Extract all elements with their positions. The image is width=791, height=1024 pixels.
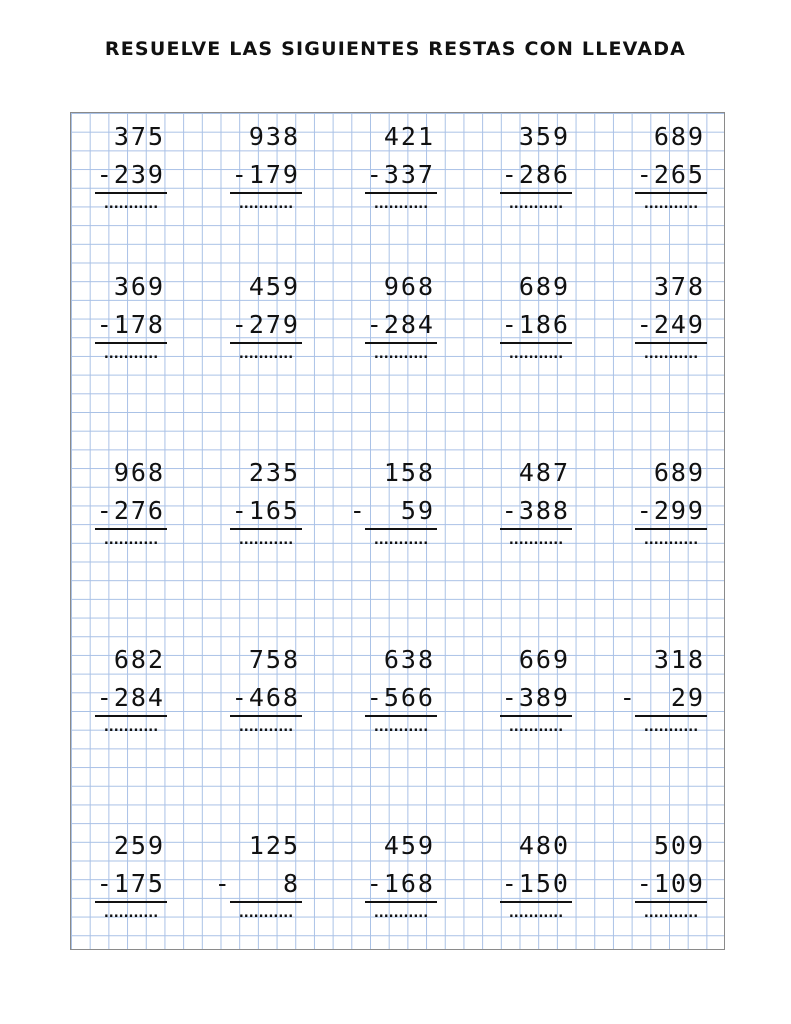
- answer-blank[interactable]: ...........: [238, 906, 294, 921]
- answer-blank[interactable]: ...........: [508, 720, 564, 735]
- answer-blank[interactable]: ...........: [643, 720, 699, 735]
- subtrahend: -265: [636, 160, 705, 189]
- subtraction-problem: [363, 831, 439, 931]
- minuend: 259: [113, 831, 165, 860]
- subtrahend: -389: [501, 683, 570, 712]
- answer-blank[interactable]: ...........: [508, 197, 564, 212]
- subtrahend: -179: [231, 160, 300, 189]
- sum-line: [365, 342, 437, 344]
- sum-line: [230, 901, 302, 903]
- sum-line: [230, 342, 302, 344]
- subtrahend: -276: [96, 496, 165, 525]
- subtrahend: -284: [96, 683, 165, 712]
- minuend: 125: [248, 831, 300, 860]
- subtraction-problem: [93, 645, 169, 745]
- sum-line: [95, 342, 167, 344]
- minuend: 378: [653, 272, 705, 301]
- minuend: 158: [383, 458, 435, 487]
- minuend: 689: [518, 272, 570, 301]
- subtrahend: -388: [501, 496, 570, 525]
- sum-line: [95, 528, 167, 530]
- answer-blank[interactable]: ...........: [238, 533, 294, 548]
- subtraction-problem: [633, 122, 709, 222]
- minuend: 318: [653, 645, 705, 674]
- answer-blank[interactable]: ...........: [643, 906, 699, 921]
- sum-line: [365, 192, 437, 194]
- sum-line: [500, 901, 572, 903]
- subtrahend: - 29: [619, 683, 705, 712]
- answer-blank[interactable]: ...........: [238, 720, 294, 735]
- subtraction-problem: [228, 272, 304, 372]
- subtraction-problem: [363, 645, 439, 745]
- answer-blank[interactable]: ...........: [103, 197, 159, 212]
- subtraction-problem: [93, 122, 169, 222]
- sum-line: [95, 715, 167, 717]
- sum-line: [230, 192, 302, 194]
- subtraction-problem: [228, 645, 304, 745]
- answer-blank[interactable]: ...........: [373, 906, 429, 921]
- sum-line: [635, 342, 707, 344]
- subtrahend: -168: [366, 869, 435, 898]
- minuend: 509: [653, 831, 705, 860]
- subtraction-problem: [498, 645, 574, 745]
- subtraction-problem: [363, 122, 439, 222]
- sum-line: [500, 715, 572, 717]
- subtrahend: - 59: [349, 496, 435, 525]
- subtraction-problem: [633, 831, 709, 931]
- answer-blank[interactable]: ...........: [508, 347, 564, 362]
- minuend: 375: [113, 122, 165, 151]
- minuend: 968: [383, 272, 435, 301]
- sum-line: [95, 901, 167, 903]
- sum-line: [500, 528, 572, 530]
- answer-blank[interactable]: ...........: [373, 720, 429, 735]
- subtrahend: -286: [501, 160, 570, 189]
- minuend: 758: [248, 645, 300, 674]
- subtrahend: -468: [231, 683, 300, 712]
- answer-blank[interactable]: ...........: [103, 906, 159, 921]
- minuend: 669: [518, 645, 570, 674]
- answer-blank[interactable]: ...........: [103, 533, 159, 548]
- answer-blank[interactable]: ...........: [508, 533, 564, 548]
- minuend: 487: [518, 458, 570, 487]
- answer-blank[interactable]: ...........: [373, 347, 429, 362]
- subtraction-problem: [93, 272, 169, 372]
- sum-line: [635, 715, 707, 717]
- subtrahend: -249: [636, 310, 705, 339]
- answer-blank[interactable]: ...........: [373, 533, 429, 548]
- subtrahend: -178: [96, 310, 165, 339]
- subtrahend: -239: [96, 160, 165, 189]
- sum-line: [230, 715, 302, 717]
- subtraction-problem: [619, 645, 709, 745]
- answer-blank[interactable]: ...........: [508, 906, 564, 921]
- minuend: 359: [518, 122, 570, 151]
- answer-blank[interactable]: ...........: [238, 197, 294, 212]
- subtrahend: -150: [501, 869, 570, 898]
- answer-blank[interactable]: ...........: [238, 347, 294, 362]
- answer-blank[interactable]: ...........: [373, 197, 429, 212]
- subtraction-problem: [498, 831, 574, 931]
- sum-line: [365, 715, 437, 717]
- minuend: 235: [248, 458, 300, 487]
- subtrahend: -175: [96, 869, 165, 898]
- minuend: 689: [653, 122, 705, 151]
- minuend: 459: [248, 272, 300, 301]
- subtraction-problem: [93, 458, 169, 558]
- sum-line: [230, 528, 302, 530]
- subtraction-problem: [498, 272, 574, 372]
- subtrahend: - 8: [214, 869, 300, 898]
- subtraction-problem: [93, 831, 169, 931]
- subtraction-problem: [363, 272, 439, 372]
- sum-line: [635, 528, 707, 530]
- subtrahend: -279: [231, 310, 300, 339]
- subtraction-problem: [633, 272, 709, 372]
- sum-line: [635, 901, 707, 903]
- subtrahend: -566: [366, 683, 435, 712]
- subtrahend: -165: [231, 496, 300, 525]
- sum-line: [500, 342, 572, 344]
- answer-blank[interactable]: ...........: [643, 347, 699, 362]
- minuend: 968: [113, 458, 165, 487]
- answer-blank[interactable]: ...........: [103, 347, 159, 362]
- sum-line: [365, 901, 437, 903]
- answer-blank[interactable]: ...........: [103, 720, 159, 735]
- subtrahend: -337: [366, 160, 435, 189]
- answer-blank[interactable]: ...........: [643, 533, 699, 548]
- minuend: 369: [113, 272, 165, 301]
- sum-line: [635, 192, 707, 194]
- subtrahend: -186: [501, 310, 570, 339]
- subtrahend: -299: [636, 496, 705, 525]
- minuend: 689: [653, 458, 705, 487]
- subtraction-problem: [498, 122, 574, 222]
- subtraction-problem: [214, 831, 304, 931]
- subtrahend: -109: [636, 869, 705, 898]
- minuend: 682: [113, 645, 165, 674]
- subtraction-problem: [228, 122, 304, 222]
- minuend: 638: [383, 645, 435, 674]
- worksheet-title: RESUELVE LAS SIGUIENTES RESTAS CON LLEVADA: [104, 38, 687, 60]
- sum-line: [500, 192, 572, 194]
- minuend: 421: [383, 122, 435, 151]
- answer-blank[interactable]: ...........: [643, 197, 699, 212]
- subtraction-problem: [498, 458, 574, 558]
- subtraction-problem: [228, 458, 304, 558]
- sum-line: [365, 528, 437, 530]
- minuend: 938: [248, 122, 300, 151]
- subtraction-problem: [633, 458, 709, 558]
- subtrahend: -284: [366, 310, 435, 339]
- minuend: 480: [518, 831, 570, 860]
- minuend: 459: [383, 831, 435, 860]
- subtraction-problem: [349, 458, 439, 558]
- sum-line: [95, 192, 167, 194]
